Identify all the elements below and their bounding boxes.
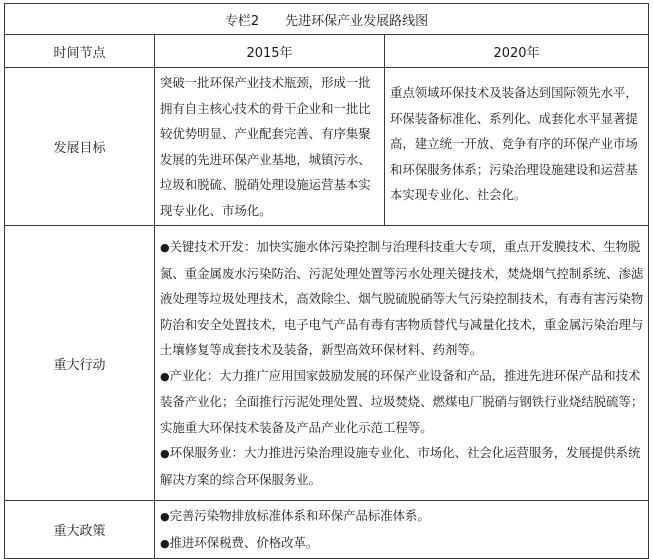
action-item-text: 产业化：大力推广应用国家鼓励发展的环保产业设备和产品，推进先进环保产品和技术装备产业化；全面推行污泥处理处置、垃圾焚烧、燃煤电厂脱硝与钢铁行业烧结脱硫等；实施重大环保技术装备及产品产业化示范工程等。 [160,367,644,435]
header-milestone: 时间节点 [5,35,155,68]
goals-2020-text: 重点领域环保技术及装备达到国际领先水平，环保装备标准化、系列化、成套化水平显著提高，建立统一开放、竞争有序的环保产业市场和环保服务体系；污染治理设施建设和运营基本实现专业化、社会化。 [385,68,649,226]
bullet-icon: ● [160,536,170,550]
policy-item [160,530,644,557]
header-2020: 2020年 [385,35,649,68]
goals-2015-text: 突破一批环保产业技术瓶颈，形成一批拥有自主核心技术的骨干企业和一批比较优势明显、产业配套完善、有序集聚发展的先进环保产业基地，城镇污水、垃圾和脱硫、脱硝处理设施运营基本实现专业化、市场化。 [155,68,385,226]
action-item [160,234,644,363]
action-item [160,363,644,441]
roadmap-table-frame [4,3,648,549]
bullet-icon: ● [160,241,170,254]
table-title: 专栏2 先进环保产业发展路线图 [5,4,649,35]
header-2015: 2015年 [155,35,385,68]
action-item-text: 关键技术开发：加快实施水体污染控制与治理科技重大专项，重点开发膜技术、生物脱氮、重金属废水污染防治、污泥处理处置等污水处理关键技术，焚烧烟气控制系统、渗滤液处理等垃圾处理技术，高效除尘、烟气脱硫脱硝等大气污染控制技术，有毒有害污染物防治和安全处置技术，电子电气产品有毒有害物质替代与减量化技术，重金属污染治理与土壤修复等成套技术及装备，新型高效环保材料、药剂等。 [160,239,644,357]
action-item-text: 环保服务业：大力推进污染治理设施专业化、市场化、社会化运营服务，发展提供系统解决方案的综合环保服务业。 [160,445,641,487]
policy-item-text: 推进环保税费、价格改革。 [169,534,319,550]
actions-label: 重大行动 [5,226,155,501]
goals-label: 发展目标 [5,68,155,226]
bullet-icon: ● [160,369,170,383]
policies-label: 重大政策 [5,501,155,559]
action-item [160,440,644,492]
policy-item-text: 完善污染物排放标准体系和环保产品标准体系。 [169,508,430,523]
roadmap-table [4,3,649,559]
bullet-icon: ● [160,510,170,523]
actions-content [155,226,649,501]
policies-content [155,501,649,559]
policy-item [160,503,644,530]
bullet-icon: ● [160,447,170,460]
